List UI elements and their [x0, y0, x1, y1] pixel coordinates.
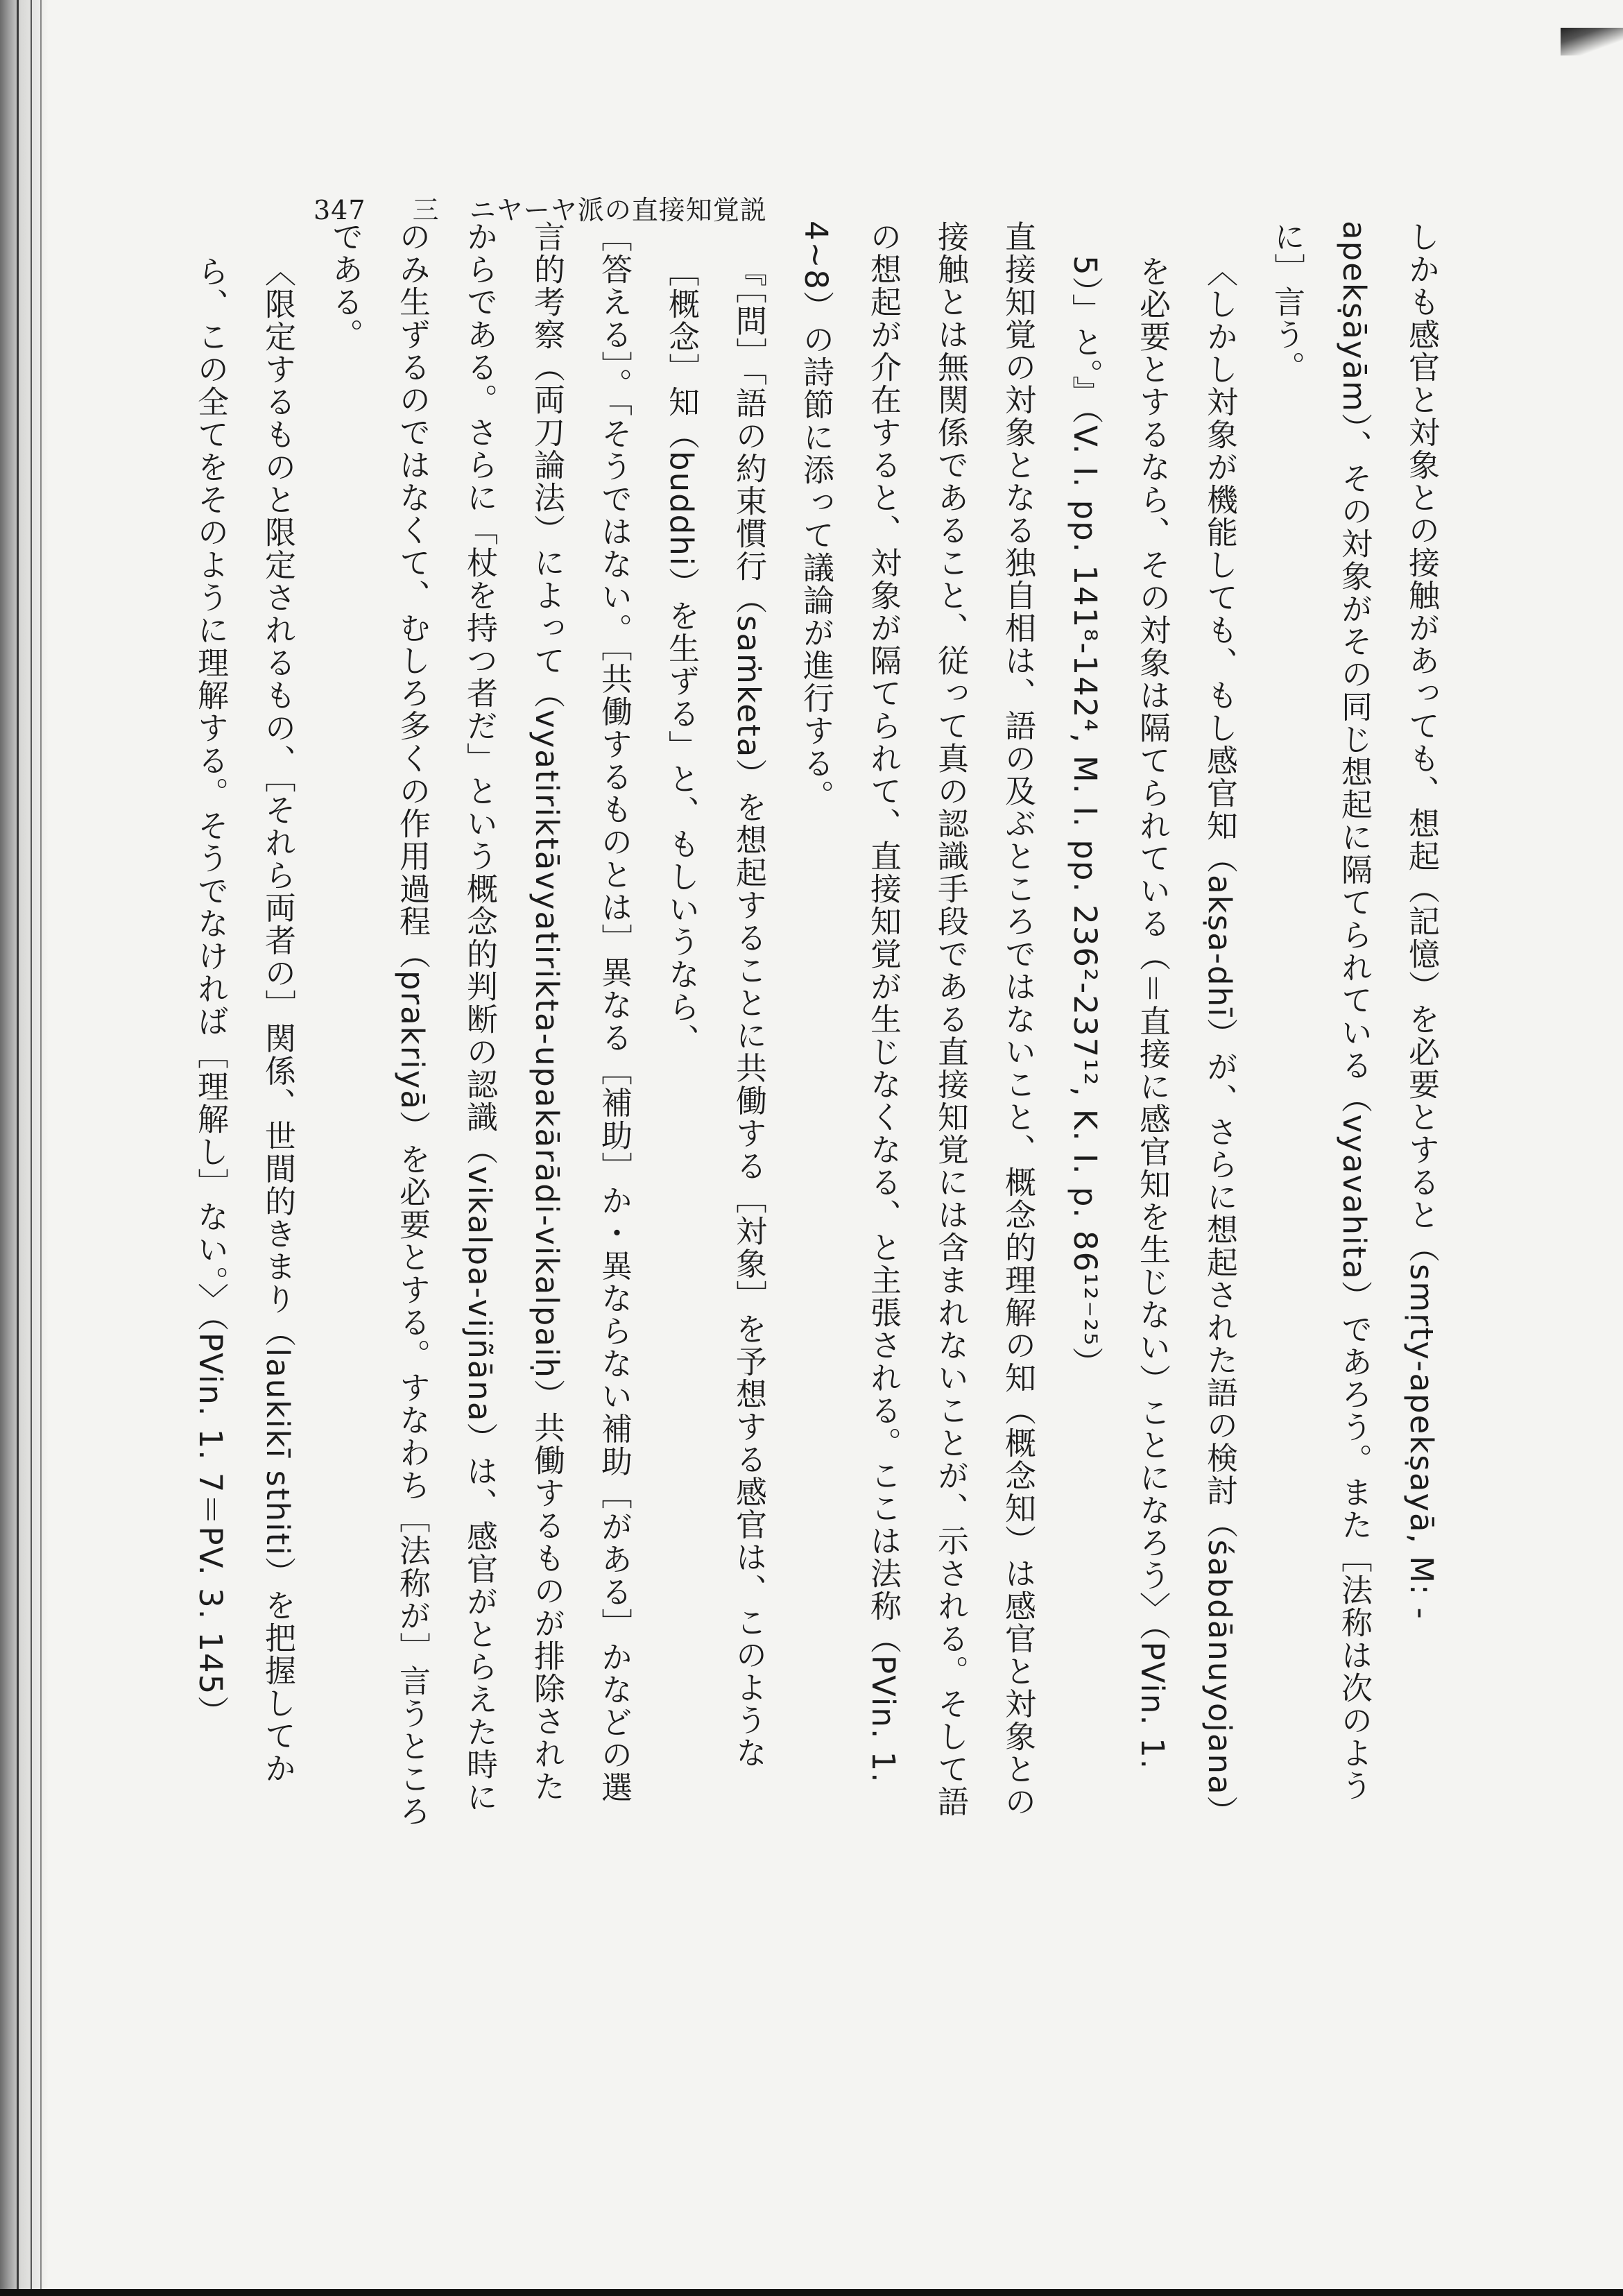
page-bottom-edge: [0, 2289, 1623, 2296]
gutter-line: [17, 0, 19, 2296]
chapter-title: ニヤーヤ派の直接知覚説: [469, 195, 767, 225]
page-number: 347: [314, 195, 366, 225]
paragraph: ［答える］。「そうではない。［共働するものとは］異なる［補助］か・異ならない補助［がある］かなどの選言的考察（両刀論法）によって（vyatiriktāvyatirikta-upakārādi-vikalpaiḥ）共働するものが排除されたからである。さらに「杖を持つ者だ」という概念的判断の認識（vikalpa-vijñāna）は、感官がとらえた時にのみ生ずるのではなくて、むしろ多くの作用過程（prakriyā）を必要とする。すなわち［法称が］言うところである。: [327, 221, 633, 1828]
body-text: [192, 221, 1455, 1830]
paragraph: 『［問］「語の約束慣行（saṁketa）を想起することに共働する［対象］を予想する感官は、このような［概念］知（buddhi）を生ずる」と、もしいうなら、: [663, 255, 767, 1769]
gutter-line: [40, 0, 42, 2296]
quoted-verse: 〈限定するものと限定されるもの、［それら両者の］関係、世間的きまり（laukikī sthiti）を把握してから、この全てをそのように理解する。そうでなければ［理解し］ない。〉（PVin. 1. 7＝PV. 3. 145）: [192, 255, 296, 1785]
section-number: 三: [412, 195, 440, 225]
scan-corner-mark: [1561, 28, 1623, 55]
gutter-line: [31, 0, 32, 2296]
quoted-verse: 〈しかし対象が機能しても、もし感官知（akṣa-dhī）が、さらに想起された語の検討（śabdānuyojana）を必要とするなら、その対象は隔てられている（＝直接に感官知を生じない）ことになろう〉（PVin. 1. 5）」と。』（V. I. pp. 141⁸-142⁴, M. I. pp. 236²-237¹², K. I. p. 86¹²⁻²⁵）: [1067, 255, 1238, 1828]
paragraph: しかも感官と対象との接触があっても、想起（記憶）を必要とすると（smṛty-apekṣayā, M: -apekṣāyām）、その対象がその同じ想起に隔てられている（vyavahita）であろう。また［法称は次のように］言う。: [1269, 221, 1440, 1802]
paragraph: 直接知覚の対象となる独自相は、語の及ぶところではないこと、概念的理解の知（概念知）は感官と対象との接触とは無関係であること、従って真の認識手段である直接知覚には含まれないことが、示される。そして語の想起が介在すると、対象が隔てられて、直接知覚が生じなくなる、と主張される。ここは法称（PVin. 1. 4~8）の詩節に添って議論が進行する。: [798, 221, 1036, 1818]
